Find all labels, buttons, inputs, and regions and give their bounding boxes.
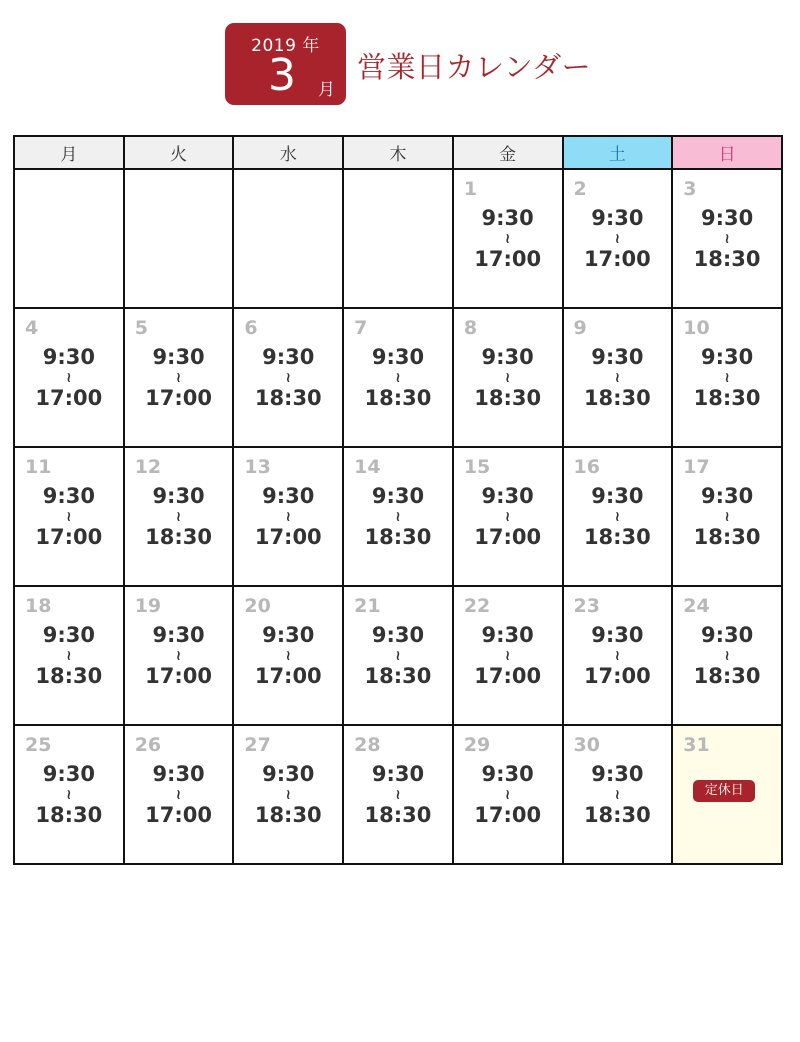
time-separator: ≀ <box>505 787 511 803</box>
weekday-sun: 日 <box>672 136 782 169</box>
open-time: 9:30 <box>152 623 205 647</box>
business-hours <box>15 345 123 411</box>
day-number: 13 <box>244 456 271 478</box>
open-time: 9:30 <box>42 345 95 369</box>
business-hours <box>564 623 672 689</box>
business-hours <box>125 345 233 411</box>
time-separator: ≀ <box>505 370 511 386</box>
day-cell <box>124 447 234 586</box>
close-time: 18:30 <box>364 386 432 410</box>
day-number: 23 <box>573 595 600 617</box>
month-suffix: 月 <box>318 80 335 100</box>
day-cell <box>563 169 673 308</box>
business-hours <box>564 206 672 272</box>
close-time: 17:00 <box>474 525 542 549</box>
time-separator: ≀ <box>285 509 291 525</box>
day-cell <box>672 169 782 308</box>
business-hours <box>454 623 562 689</box>
day-cell <box>124 586 234 725</box>
close-time: 17:00 <box>474 803 542 827</box>
business-hours <box>234 345 342 411</box>
day-number: 4 <box>25 317 39 339</box>
close-time: 18:30 <box>364 525 432 549</box>
day-number: 12 <box>134 456 162 478</box>
weekday-header-row <box>14 136 782 169</box>
business-hours <box>234 762 342 828</box>
time-separator: ≀ <box>285 648 291 664</box>
day-cell <box>672 308 782 447</box>
weekday-sat: 土 <box>563 136 673 169</box>
weekday-fri: 金 <box>453 136 563 169</box>
close-time: 17:00 <box>145 664 212 688</box>
business-hours <box>564 762 672 828</box>
close-time: 18:30 <box>583 803 651 827</box>
day-cell <box>563 308 673 447</box>
open-time: 9:30 <box>152 345 205 369</box>
close-time: 18:30 <box>583 386 651 410</box>
empty-day-cell <box>343 169 453 308</box>
day-number: 19 <box>134 595 162 617</box>
day-cell <box>563 586 673 725</box>
time-separator: ≀ <box>724 370 730 386</box>
time-separator: ≀ <box>66 787 72 803</box>
day-number: 22 <box>463 595 491 617</box>
time-separator: ≀ <box>614 231 620 247</box>
business-hours <box>454 762 562 828</box>
close-time: 18:30 <box>364 664 432 688</box>
week-row <box>14 586 782 725</box>
day-number: 28 <box>354 734 381 756</box>
business-hours <box>125 623 233 689</box>
open-time: 9:30 <box>262 762 315 786</box>
close-time: 18:30 <box>693 386 761 410</box>
day-number: 3 <box>683 178 697 200</box>
day-number: 31 <box>683 734 710 756</box>
day-number: 30 <box>573 734 600 756</box>
business-hours <box>564 484 672 550</box>
open-time: 9:30 <box>371 345 425 369</box>
day-number: 14 <box>354 456 381 478</box>
time-separator: ≀ <box>175 509 182 525</box>
weekday-thu: 木 <box>343 136 453 169</box>
day-cell <box>672 586 782 725</box>
time-separator: ≀ <box>724 648 730 664</box>
time-separator: ≀ <box>66 370 72 386</box>
open-time: 9:30 <box>371 484 425 508</box>
open-time: 9:30 <box>591 345 644 369</box>
day-number: 18 <box>25 595 52 617</box>
business-hours <box>673 484 781 550</box>
business-hours <box>454 345 562 411</box>
day-cell <box>453 169 563 308</box>
open-time: 9:30 <box>42 623 95 647</box>
empty-day-cell <box>124 169 234 308</box>
empty-day-cell <box>14 169 124 308</box>
business-hours <box>344 345 452 411</box>
weekday-mon: 月 <box>14 136 124 169</box>
open-time: 9:30 <box>262 345 315 369</box>
year-value: 2019 <box>251 36 297 56</box>
close-time: 18:30 <box>474 386 542 410</box>
day-cell <box>233 308 343 447</box>
business-hours <box>454 484 562 550</box>
week-row <box>14 447 782 586</box>
calendar-body <box>14 169 782 864</box>
time-separator: ≀ <box>505 648 511 664</box>
open-time: 9:30 <box>481 623 534 647</box>
day-number: 7 <box>354 317 368 339</box>
year-suffix: 年 <box>302 36 320 56</box>
day-cell <box>124 725 234 864</box>
close-time: 18:30 <box>35 803 103 827</box>
time-separator: ≀ <box>614 787 620 803</box>
day-number: 25 <box>25 734 52 756</box>
business-hours <box>125 762 233 828</box>
open-time: 9:30 <box>152 762 205 786</box>
week-row <box>14 169 782 308</box>
open-time: 9:30 <box>262 623 315 647</box>
time-separator: ≀ <box>614 370 620 386</box>
open-time: 9:30 <box>591 623 644 647</box>
day-number: 10 <box>683 317 710 339</box>
time-separator: ≀ <box>724 231 730 247</box>
day-cell <box>14 308 124 447</box>
day-number: 9 <box>573 317 587 339</box>
day-cell <box>343 725 453 864</box>
open-time: 9:30 <box>700 206 754 230</box>
open-time: 9:30 <box>591 762 644 786</box>
time-separator: ≀ <box>285 787 291 803</box>
time-separator: ≀ <box>66 648 72 664</box>
open-time: 9:30 <box>700 484 754 508</box>
open-time: 9:30 <box>42 762 95 786</box>
close-time: 18:30 <box>35 664 103 688</box>
business-hours <box>234 623 342 689</box>
day-cell <box>233 447 343 586</box>
day-number: 24 <box>683 595 710 617</box>
day-cell <box>343 447 453 586</box>
time-separator: ≀ <box>66 509 72 525</box>
month-badge <box>225 23 346 105</box>
day-cell <box>14 725 124 864</box>
close-time: 17:00 <box>583 247 651 271</box>
business-hours <box>673 345 781 411</box>
business-hours <box>125 484 233 550</box>
open-time: 9:30 <box>262 484 315 508</box>
closed-badge: 定休日 <box>693 780 755 802</box>
business-hours <box>344 762 452 828</box>
time-separator: ≀ <box>175 648 182 664</box>
day-cell <box>14 586 124 725</box>
day-number: 29 <box>463 734 491 756</box>
day-cell <box>453 586 563 725</box>
day-cell <box>124 308 234 447</box>
day-cell <box>343 586 453 725</box>
day-number: 21 <box>354 595 381 617</box>
time-separator: ≀ <box>614 648 620 664</box>
business-hours <box>344 484 452 550</box>
day-number: 6 <box>244 317 258 339</box>
day-number: 11 <box>25 456 52 478</box>
day-number: 2 <box>573 178 587 200</box>
close-time: 18:30 <box>364 803 432 827</box>
day-number: 8 <box>463 317 478 339</box>
time-separator: ≀ <box>175 787 182 803</box>
day-cell <box>14 447 124 586</box>
business-hours <box>15 484 123 550</box>
time-separator: ≀ <box>395 370 401 386</box>
day-number: 17 <box>683 456 710 478</box>
time-separator: ≀ <box>285 370 291 386</box>
day-cell <box>563 447 673 586</box>
close-time: 17:00 <box>583 664 651 688</box>
close-time: 17:00 <box>145 803 212 827</box>
day-cell <box>453 308 563 447</box>
close-time: 17:00 <box>145 386 212 410</box>
open-time: 9:30 <box>481 345 534 369</box>
close-time: 17:00 <box>35 525 103 549</box>
open-time: 9:30 <box>42 484 95 508</box>
time-separator: ≀ <box>395 509 401 525</box>
open-time: 9:30 <box>371 623 425 647</box>
time-separator: ≀ <box>505 231 511 247</box>
close-time: 18:30 <box>583 525 651 549</box>
business-hours <box>15 762 123 828</box>
business-hours <box>234 484 342 550</box>
week-row <box>14 725 782 864</box>
close-time: 17:00 <box>254 525 322 549</box>
open-time: 9:30 <box>700 623 754 647</box>
time-separator: ≀ <box>614 509 620 525</box>
day-number: 15 <box>463 456 491 478</box>
close-time: 18:30 <box>254 386 322 410</box>
close-time: 17:00 <box>474 664 542 688</box>
close-time: 17:00 <box>35 386 103 410</box>
day-cell <box>233 586 343 725</box>
open-time: 9:30 <box>591 484 644 508</box>
time-separator: ≀ <box>724 509 730 525</box>
open-time: 9:30 <box>481 206 534 230</box>
business-hours <box>564 345 672 411</box>
empty-day-cell <box>233 169 343 308</box>
time-separator: ≀ <box>395 648 401 664</box>
day-number: 5 <box>134 317 148 339</box>
business-hours <box>673 206 781 272</box>
close-time: 17:00 <box>254 664 322 688</box>
day-number: 27 <box>244 734 271 756</box>
day-cell <box>453 447 563 586</box>
open-time: 9:30 <box>591 206 644 230</box>
calendar-table <box>13 135 783 865</box>
close-time: 18:30 <box>693 525 761 549</box>
weekday-wed: 水 <box>233 136 343 169</box>
week-row <box>14 308 782 447</box>
day-cell <box>343 308 453 447</box>
day-number: 26 <box>134 734 162 756</box>
close-time: 18:30 <box>145 525 212 549</box>
close-time: 18:30 <box>693 664 761 688</box>
day-cell <box>563 725 673 864</box>
page-title: 営業日カレンダー <box>357 50 592 84</box>
open-time: 9:30 <box>152 484 205 508</box>
day-cell <box>672 447 782 586</box>
close-time: 18:30 <box>254 803 322 827</box>
business-hours <box>454 206 562 272</box>
time-separator: ≀ <box>395 787 401 803</box>
time-separator: ≀ <box>505 509 511 525</box>
time-separator: ≀ <box>175 370 182 386</box>
closed-day-cell <box>672 725 782 864</box>
day-number: 1 <box>463 178 478 200</box>
day-cell <box>233 725 343 864</box>
open-time: 9:30 <box>371 762 425 786</box>
business-hours <box>673 623 781 689</box>
day-cell <box>453 725 563 864</box>
open-time: 9:30 <box>481 762 534 786</box>
close-time: 17:00 <box>474 247 542 271</box>
day-number: 16 <box>573 456 600 478</box>
close-time: 18:30 <box>693 247 761 271</box>
open-time: 9:30 <box>481 484 534 508</box>
business-hours <box>15 623 123 689</box>
weekday-tue: 火 <box>124 136 234 169</box>
day-number: 20 <box>244 595 271 617</box>
business-hours <box>344 623 452 689</box>
month-number: 3 <box>268 50 296 101</box>
open-time: 9:30 <box>700 345 754 369</box>
